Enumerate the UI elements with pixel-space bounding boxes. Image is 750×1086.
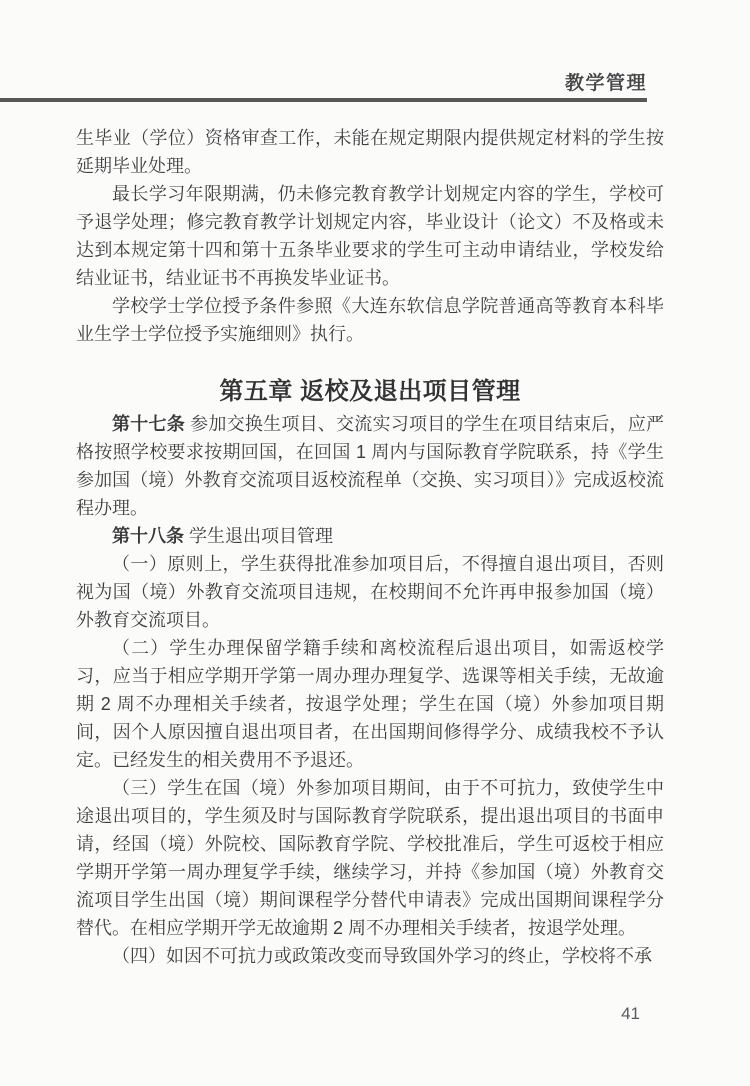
paragraph: 学校学士学位授予条件参照《大连东软信息学院普通高等教育本科毕业生学士学位授予实施细则》执行。 — [76, 296, 664, 344]
paragraph: （一）原则上，学生获得批准参加项目后，不得擅自退出项目，否则视为国（境）外教育交流项目违规，在校期间不允许再申报参加国（境）外教育交流项目。 — [76, 554, 664, 630]
paragraph: 最长学习年限期满，仍未修完教育教学计划规定内容的学生，学校可予退学处理；修完教育教学计划规定内容，毕业设计（论文）不及格或未达到本规定第十四和第十五条毕业要求的学生可主动申请结业，学校发给结业证书，结业证书不再换发毕业证书。 — [76, 184, 664, 288]
chapter-heading: 第五章 返校及退出项目管理 — [219, 378, 521, 405]
paragraph: 第十七条 参加交换生项目、交流实习项目的学生在项目结束后，应严格按照学校要求按期回国，在回国 1 周内与国际教育学院联系，持《学生参加国（境）外教育交流项目返校流程单（交换、实习项目）》完成返校流程办理。 — [76, 414, 665, 518]
paragraph: 第十八条 学生退出项目管理 — [112, 526, 334, 546]
page-header-title: 教学管理 — [564, 73, 647, 94]
header-divider-rule — [0, 98, 647, 102]
article-number: 第十七条 — [112, 414, 185, 434]
document-body — [76, 124, 664, 970]
article-number: 第十八条 — [112, 526, 184, 546]
paragraph: （三）学生在国（境）外参加项目期间，由于不可抗力，致使学生中途退出项目的，学生须及时与国际教育学院联系，提出退出项目的书面申请，经国（境）外院校、国际教育学院、学校批准后，学生可返校于相应学期开学第一周办理复学手续，继续学习，并持《参加国（境）外教育交流项目学生出国（境）期间课程学分替代申请表》完成出国期间课程学分替代。在相应学期开学无故逾期 2 周不办理相关手续者，按退学处理。 — [76, 778, 664, 938]
paragraph: （二）学生办理保留学籍手续和离校流程后退出项目，如需返校学习，应当于相应学期开学第一周办理办理复学、选课等相关手续，无故逾期 2 周不办理相关手续者，按退学处理；学生在国（境）外参加项目期间，因个人原因擅自退出项目者，在出国期间修得学分、成绩我校不予认定。已经发生的相关费用不予退还。 — [76, 638, 664, 770]
page-number: 41 — [621, 1004, 640, 1023]
paragraph: （四）如因不可抗力或政策改变而导致国外学习的终止，学校将不承 — [112, 946, 652, 966]
paragraph: 生毕业（学位）资格审查工作，未能在规定期限内提供规定材料的学生按延期毕业处理。 — [76, 128, 664, 176]
